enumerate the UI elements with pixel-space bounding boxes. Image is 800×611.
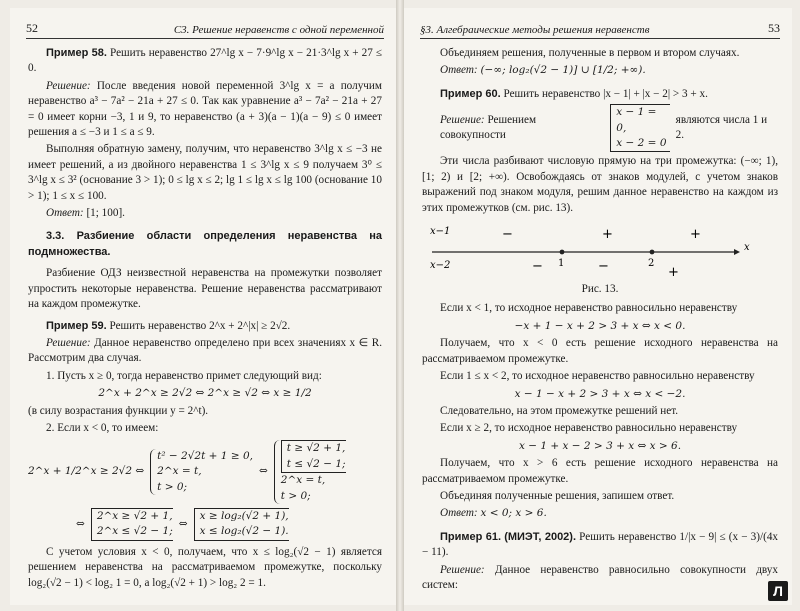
- example-59-label: Пример 59.: [46, 319, 107, 332]
- case-1-note: (в силу возрастания функции y = 2^t).: [28, 404, 209, 417]
- solution-label: Решение:: [440, 113, 485, 126]
- running-title: §3. Алгебраические методы решения неравенств: [420, 24, 650, 36]
- system-line: x − 1 = 0,: [616, 106, 657, 134]
- answer-label: Ответ:: [440, 507, 478, 520]
- case-2-lhs: 2^x + 1/2^x ≥ 2√2 ⇔: [28, 465, 145, 478]
- example-61-source: (МИЭТ, 2002).: [504, 530, 577, 543]
- example-58-paragraph: Выполняя обратную замену, получим, что неравенство 3^lg x ≤ −3 не имеет решений, а из двойного неравенства 1 ≤ 3^lg x ≤ 9 получаем 3⁰ ≤ 3^lg x ≤ 3² (основание 3 > 1); 0 ≤ lg x ≤ 2; lg 1 ≤ lg x ≤ lg 100 (основание 10 > 1); 1 ≤ x ≤ 100.: [28, 143, 382, 202]
- right-page: [404, 8, 792, 605]
- system-line: 2^x ≥ √2 + 1,: [96, 509, 173, 522]
- example-60-solution: [422, 104, 778, 152]
- axis-arrow: [734, 249, 740, 255]
- page-number: 53: [768, 21, 780, 35]
- left-page-body: [28, 46, 382, 593]
- sign-minus: −: [598, 259, 609, 275]
- answer-label: Ответ:: [440, 64, 478, 77]
- book-gutter: [396, 0, 404, 611]
- example-59-paragraph: Данное неравенство определено при всех значениях x ∈ R. Рассмотрим два случая.: [28, 336, 383, 365]
- interval-3-formula: x − 1 + x − 2 > 3 + x ⇔ x > 6.: [518, 439, 682, 452]
- example-61-paragraph: Данное неравенство равносильно совокупности двух систем:: [422, 563, 778, 591]
- example-60-answer: x < 0; x > 6.: [480, 507, 547, 520]
- system-line: t ≥ √2 + 1,: [286, 442, 346, 455]
- left-page-header: [26, 18, 384, 39]
- system-1: [150, 449, 253, 495]
- sign-plus: +: [602, 227, 613, 243]
- example-61-task: Решить неравенство 1/|x − 9| ≤ (x − 3)/(4x − 11).: [422, 530, 779, 559]
- sign-plus: +: [690, 227, 701, 243]
- solution-label: Решение:: [440, 563, 485, 576]
- example-58-task: Решить неравенство 27^lg x − 7·9^lg x − 21·3^lg x + 27 ≤ 0.: [28, 47, 383, 75]
- page-number: 52: [26, 21, 38, 35]
- union-text: Объединяем решения, полученные в первом и втором случаях.: [440, 47, 740, 59]
- example-59-answer: (−∞; log₂(√2 − 1)] ∪ [1/2; +∞).: [480, 64, 646, 77]
- case-2-systems-cont: ⇔ 2^x ≥ √2 + 1, 2^x ≤ √2 − 1; ⇔ x ≥ log₂(√2 + 1), x ≤ log₂(√2 − 1).: [28, 508, 382, 541]
- sign-minus: −: [532, 259, 543, 275]
- interval-2-result: Следовательно, на этом промежутке решений нет.: [440, 404, 679, 417]
- axis-label: x: [744, 242, 750, 254]
- interval-1-formula: −x + 1 − x + 2 > 3 + x ⇔ x < 0.: [514, 319, 686, 332]
- system-line: t² − 2√2t + 1 ≥ 0,: [157, 450, 253, 463]
- solution-text: Решением совокупности: [440, 113, 537, 142]
- system-line: x − 2 = 0: [616, 137, 667, 150]
- row-label: x−2: [430, 260, 451, 272]
- system-4: [194, 508, 289, 541]
- case-1-formula: 2^x + 2^x ≥ 2√2 ⇔ 2^x ≥ √2 ⇔ x ≥ 1/2: [98, 387, 312, 400]
- example-58-answer: [1; 100].: [86, 207, 125, 220]
- system-line: x ≤ log₂(√2 − 1).: [199, 525, 289, 538]
- system-line: t > 0;: [157, 480, 188, 493]
- example-60-task: Решить неравенство |x − 1| + |x − 2| > 3 + x.: [503, 87, 708, 100]
- system-line: x ≥ log₂(√2 + 1),: [199, 509, 289, 522]
- system-line: 2^x = t,: [157, 465, 202, 478]
- solution-label: Решение:: [46, 336, 91, 349]
- interval-2: Если 1 ≤ x < 2, то исходное неравенство равносильно неравенству: [440, 370, 755, 383]
- point-1: [560, 250, 565, 255]
- system-3: [91, 508, 173, 541]
- example-61-label: Пример 61.: [440, 530, 502, 543]
- sign-minus: −: [502, 227, 513, 243]
- publisher-logo: Л: [768, 581, 788, 601]
- solution-label: Решение:: [46, 79, 91, 92]
- solution-text: являются числа 1 и 2.: [675, 113, 768, 142]
- case-2-systems: 2^x + 1/2^x ≥ 2√2 ⇔ t² − 2√2t + 1 ≥ 0, 2^x = t, t > 0; ⇔ t ≥ √2 + 1, t ≤ √2 − 1; 2^x = t, t > 0;: [28, 440, 382, 504]
- sign-diagram: [422, 222, 782, 280]
- figure-caption: Рис. 13.: [581, 283, 619, 296]
- equation-set: [610, 104, 669, 152]
- answer-label: Ответ:: [46, 207, 84, 220]
- example-59-conclusion: С учетом условия x < 0, получаем, что x ≤ log₂(√2 − 1) является решением неравенства на рассматриваемом промежутке, поскольку log₂(√2 − 1) < log₂ 1 = 0, а log₂(√2 + 1) > log₂ 2 = 1.: [28, 545, 382, 589]
- interval-1-result: Получаем, что x < 0 есть решение исходного неравенства на рассматриваемом промежутке.: [422, 337, 778, 365]
- point-2: [650, 250, 655, 255]
- point-label: 2: [648, 258, 655, 270]
- example-60-paragraph: Эти числа разбивают числовую прямую на три промежутка: (−∞; 1), [1; 2) и [2; +∞). Освобождаясь от знаков модулей, с учетом знаков выражений под знаком модуля, решим данное неравенство на каждом из этих промежутков (см. рис. 13).: [422, 155, 778, 214]
- section-paragraph: Разбиение ОДЗ неизвестной неравенства на промежутки позволяет упростить некоторые неравенства. Решение неравенства рассматривают на каждом промежутке.: [28, 267, 382, 311]
- interval-1: Если x < 1, то исходное неравенство равносильно неравенству: [440, 302, 738, 315]
- interval-3: Если x ≥ 2, то исходное неравенство равносильно неравенству: [440, 422, 738, 435]
- section-heading: 3.3. Разбиение области определения неравенства на подмножества.: [28, 230, 382, 258]
- example-58-paragraph: После введения новой переменной 3^lg x = a получим неравенство a³ − 7a² − 21a + 27 ≤ 0. Так как уравнение a³ − 7a² − 21a + 27 = 0 имеет корни −3, 1 и 9, то неравенство (a + 3)(a − 1)(a − 9) ≤ 0 имеет решения a ≤ −3 и 1 ≤ a ≤ 9.: [28, 79, 383, 139]
- point-label: 1: [558, 258, 565, 270]
- system-2: [274, 440, 346, 504]
- system-line: t ≤ √2 − 1;: [286, 457, 346, 470]
- system-line: t > 0;: [280, 489, 311, 502]
- example-58-label: Пример 58.: [46, 47, 107, 59]
- right-page-body: [422, 46, 778, 595]
- number-line-figure: [422, 222, 778, 280]
- example-59-task: Решить неравенство 2^x + 2^|x| ≥ 2√2.: [109, 319, 291, 332]
- sign-plus: +: [668, 265, 679, 281]
- interval-3-result: Получаем, что x > 6 есть решение исходного неравенства на рассматриваемом промежутке.: [422, 457, 778, 485]
- left-page: [10, 8, 396, 605]
- union-text: Объединяя полученные решения, запишем ответ.: [440, 489, 675, 502]
- right-page-header: [420, 18, 780, 39]
- interval-2-formula: x − 1 − x + 2 > 3 + x ⇔ x < −2.: [514, 387, 686, 400]
- running-title: C3. Решение неравенств с одной переменной: [173, 24, 384, 36]
- system-line: 2^x ≤ √2 − 1;: [96, 525, 173, 538]
- example-60-label: Пример 60.: [440, 87, 501, 100]
- system-2-set: [281, 440, 346, 473]
- case-2: 2. Если x < 0, то имеем:: [46, 421, 159, 434]
- case-1: 1. Пусть x ≥ 0, тогда неравенство примет следующий вид:: [46, 369, 322, 382]
- system-line: 2^x = t,: [280, 474, 326, 487]
- row-label: x−1: [430, 226, 451, 238]
